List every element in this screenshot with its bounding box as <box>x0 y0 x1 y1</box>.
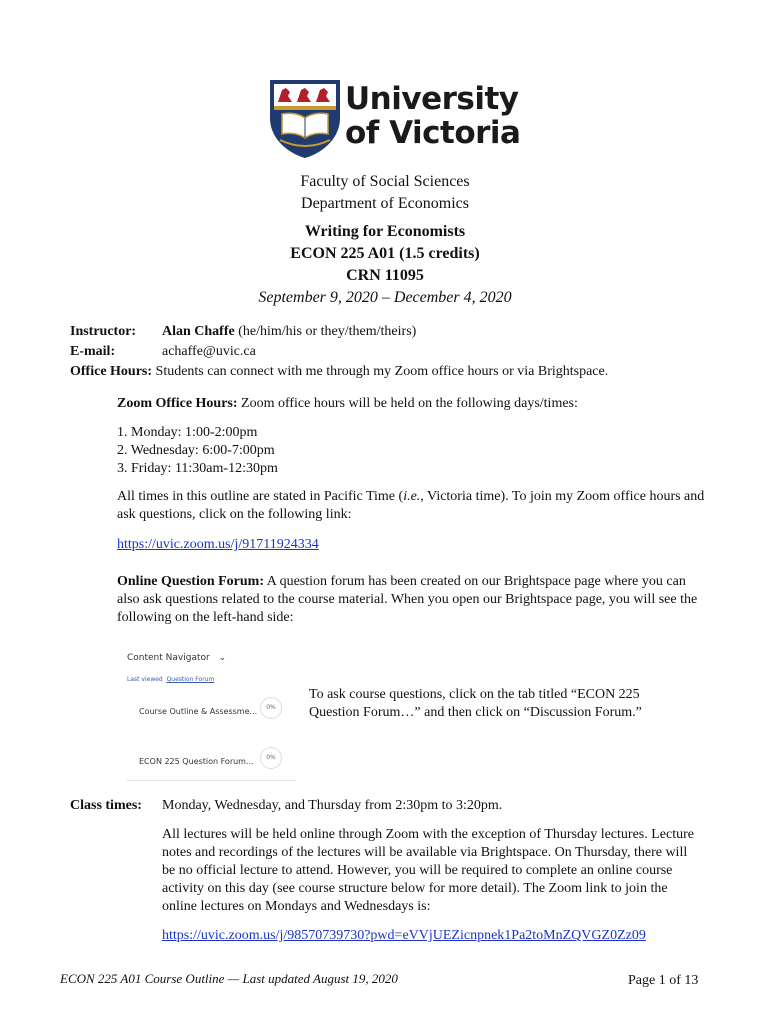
navigator-breadcrumb: Last viewed Question Forum <box>127 676 215 683</box>
chevron-down-icon: ⌄ <box>218 653 227 663</box>
list-item: 3. Friday: 11:30am-12:30pm <box>117 461 278 476</box>
navigator-item-outline: Course Outline & Assessme... <box>139 707 258 716</box>
faculty-name: Faculty of Social Sciences <box>300 173 470 190</box>
forum-instruction: To ask course questions, click on the tab titled “ECON 225 Question Forum…” and then click on “Discussion Forum.” <box>309 687 642 720</box>
department-name: Department of Economics <box>301 195 469 212</box>
zoom-hours-list <box>117 424 278 478</box>
lecture-zoom-link[interactable]: https://uvic.zoom.us/j/98570739730?pwd=eVVjUEZicnpnek1Pa2toMnZQVGZ0Zz09 <box>162 928 646 943</box>
page-number: Page 1 of 13 <box>628 973 699 988</box>
footer-outline-title: ECON 225 A01 Course Outline — Last updated August 19, 2020 <box>60 971 398 986</box>
instructor-pronouns: (he/him/his or they/them/theirs) <box>234 324 417 339</box>
course-code: ECON 225 A01 (1.5 credits) <box>290 245 480 262</box>
list-item: 2. Wednesday: 6:00-7:00pm <box>117 443 275 458</box>
list-item: 1. Monday: 1:00-2:00pm <box>117 425 258 440</box>
progress-ring-forum: 0% <box>260 747 282 769</box>
timezone-note: All times in this outline are stated in Pacific Time (i.e., Victoria time). To join my Zoom office hours and ask questions, click on the following link: <box>117 489 705 522</box>
course-header <box>0 171 770 309</box>
instructor-name: Alan Chaffe <box>162 324 235 339</box>
navigator-item-forum: ECON 225 Question Forum... <box>139 757 254 766</box>
instructor-row: Instructor: Alan Chaffe (he/him/his or they/them/theirs) <box>70 324 417 339</box>
university-wordmark: University of Victoria <box>345 81 521 151</box>
divider <box>126 780 296 781</box>
zoom-hours-intro: Zoom Office Hours: Zoom office hours will be held on the following days/times: <box>117 396 578 411</box>
navigator-title: Content Navigator ⌄ <box>127 653 227 663</box>
content-navigator-screenshot <box>122 645 298 783</box>
office-hours-zoom-link[interactable]: https://uvic.zoom.us/j/91711924334 <box>117 537 319 552</box>
course-title: Writing for Economists <box>304 223 466 240</box>
instructor-email[interactable]: achaffe@uvic.ca <box>162 344 256 359</box>
office-hours-row: Office Hours: Students can connect with me through my Zoom office hours or via Brightspace. <box>70 364 609 379</box>
course-dates: September 9, 2020 – December 4, 2020 <box>258 289 512 306</box>
class-times-row: Class times: Monday, Wednesday, and Thursday from 2:30pm to 3:20pm. <box>70 798 503 813</box>
forum-intro: Online Question Forum: A question forum has been created on our Brightspace page where you can also ask questions related to the course material. When you open our Brightspace page, you will see the following on the left-hand side: <box>117 574 698 625</box>
course-crn: CRN 11095 <box>346 267 424 284</box>
progress-ring-outline: 0% <box>260 697 282 719</box>
lecture-info-paragraph: All lectures will be held online through Zoom with the exception of Thursday lectures. Lecture notes and recordings of the lectures will be available via Brightspace. On Thursday, there will be no official lecture to attend. However, you will be required to complete an online course activity on this day (see course structure below for more detail). The Zoom link to join the online lectures on Mondays and Wednesdays is: <box>162 827 694 914</box>
email-row: E-mail: achaffe@uvic.ca <box>70 344 256 359</box>
uvic-shield-logo-icon <box>268 78 342 160</box>
